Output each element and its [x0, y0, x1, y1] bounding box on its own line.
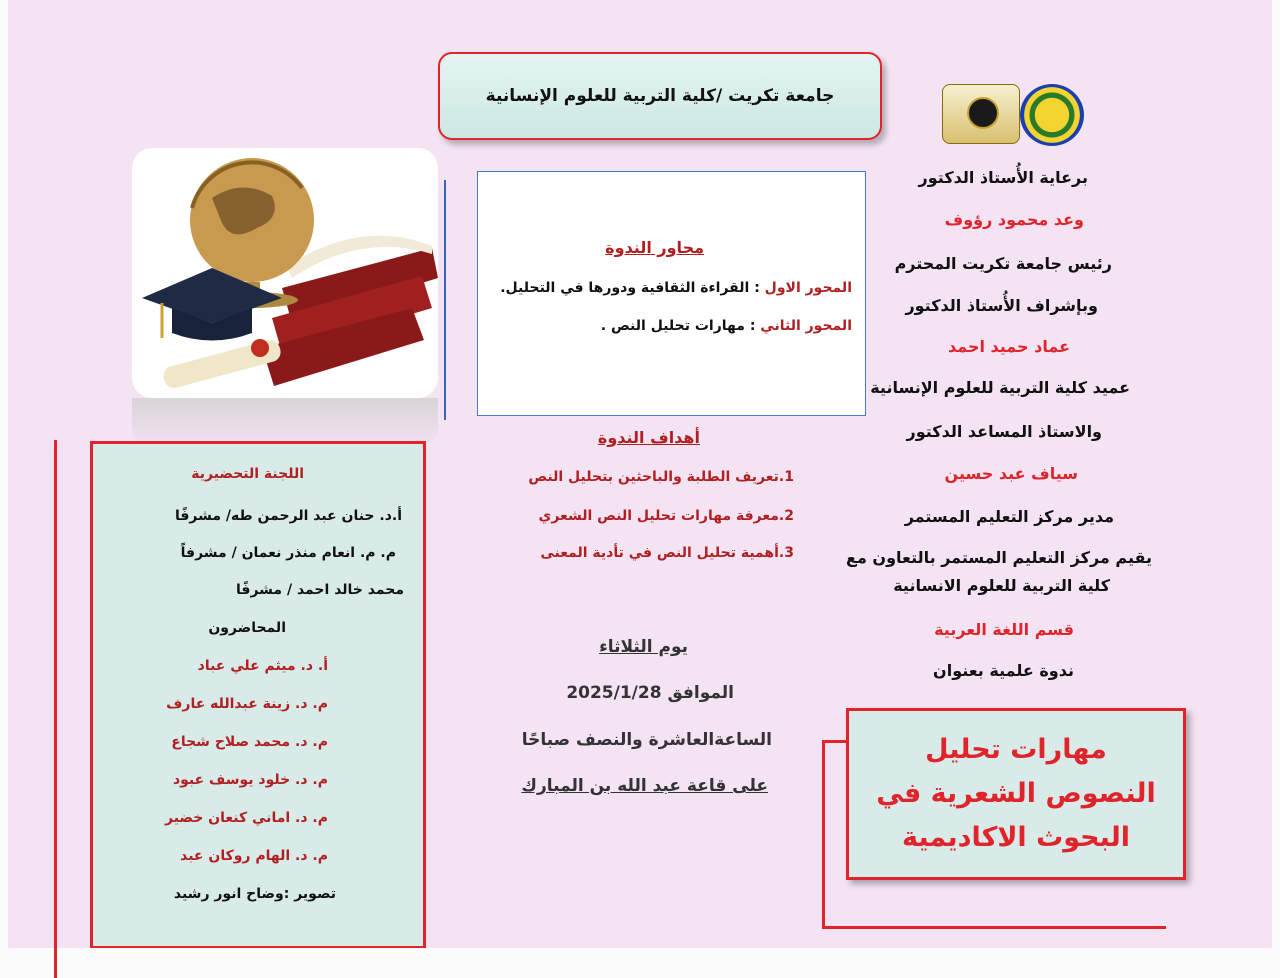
axis-2: [601, 318, 852, 334]
title-bracket-top: [822, 740, 846, 743]
committee-heading: اللجنة التحضيرية: [191, 466, 304, 482]
axis-1: [500, 280, 852, 296]
event-venue: على قاعة عبد الله بن المبارك: [521, 776, 768, 796]
dean-name: عماد حميد احمد: [947, 337, 1070, 356]
committee-member: أ.د. حنان عبد الرحمن طه/ مشرفًا: [174, 508, 402, 524]
lecturer: م. د. الهام روكان عبد: [180, 848, 328, 864]
lecturers-heading: المحاضرون: [208, 620, 286, 636]
department-name: قسم اللغة العربية: [934, 620, 1074, 639]
lecturer: م. د. خلود يوسف عبود: [172, 772, 328, 788]
lecturer: م. د. محمد صلاح شجاع: [171, 734, 328, 750]
patronage-line: برعاية الأُستاذ الدكتور: [918, 168, 1088, 187]
director-name: سياف عبد حسين: [944, 464, 1078, 483]
axis-1-label: المحور الاول: [764, 280, 852, 296]
president-name: وعد محمود رؤوف: [944, 210, 1084, 229]
university-title: جامعة تكريت /كلية التربية للعلوم الإنسانية: [485, 86, 835, 106]
goal-1: 1.تعريف الطلبة والباحثين بتحليل النص: [528, 469, 794, 485]
left-accent-line: [54, 440, 57, 978]
event-title-box: [846, 708, 1186, 880]
event-time: الساعةالعاشرة والنصف صباحًا: [521, 730, 772, 750]
event-date: الموافق 2025/1/28: [566, 683, 734, 703]
title-bracket: [822, 740, 825, 928]
axis-1-text: : القراءة الثقافية ودورها في التحليل.: [500, 280, 760, 296]
event-type: ندوة علمية بعنوان: [933, 661, 1074, 680]
photography-credit: تصوير :وضاح انور رشيد: [173, 886, 336, 902]
college-logo: [942, 84, 1020, 144]
divider-line: [444, 180, 446, 420]
organizer-line-2: كلية التربية للعلوم الانسانية: [893, 576, 1110, 595]
dean-title: عميد كلية التربية للعلوم الإنسانية: [870, 378, 1130, 397]
director-title: مدير مركز التعليم المستمر: [904, 507, 1114, 526]
goal-3: 3.أهمية تحليل النص في تأدية المعنى: [540, 545, 794, 561]
assistant-line: والاستاذ المساعد الدكتور: [906, 422, 1102, 441]
poster: [8, 0, 1272, 948]
lecturer: م. د. زينة عبدالله عارف: [166, 696, 328, 712]
lecturer: م. د. اماني كنعان خضير: [165, 810, 328, 826]
graduation-illustration: [132, 148, 438, 398]
event-title: مهارات تحليل النصوص الشعرية في البحوث الاكاديمية: [876, 734, 1156, 853]
axis-2-label: المحور الثاني: [760, 318, 852, 334]
event-day: يوم الثلاثاء: [599, 637, 688, 657]
lecturer: أ. د. ميثم علي عباد: [197, 658, 328, 674]
axes-heading: محاور الندوة: [605, 238, 704, 257]
axis-2-text: : مهارات تحليل النص .: [600, 318, 756, 334]
supervision-line: وبإشراف الأُستاذ الدكتور: [905, 296, 1098, 315]
president-title: رئيس جامعة تكريت المحترم: [894, 254, 1112, 273]
committee-member: م. م. انعام منذر نعمان / مشرفاً: [180, 545, 396, 561]
goals-heading: أهداف الندوة: [597, 428, 700, 447]
university-logo: [1020, 84, 1084, 146]
goal-2: 2.معرفة مهارات تحليل النص الشعري: [538, 508, 794, 524]
committee-member: محمد خالد احمد / مشرفًا: [236, 582, 404, 598]
title-bracket-bottom: [822, 926, 1166, 929]
organizer-line-1: يقيم مركز التعليم المستمر بالتعاون مع: [846, 548, 1152, 567]
university-header: [438, 52, 882, 140]
bottom-strip: [0, 948, 1280, 978]
